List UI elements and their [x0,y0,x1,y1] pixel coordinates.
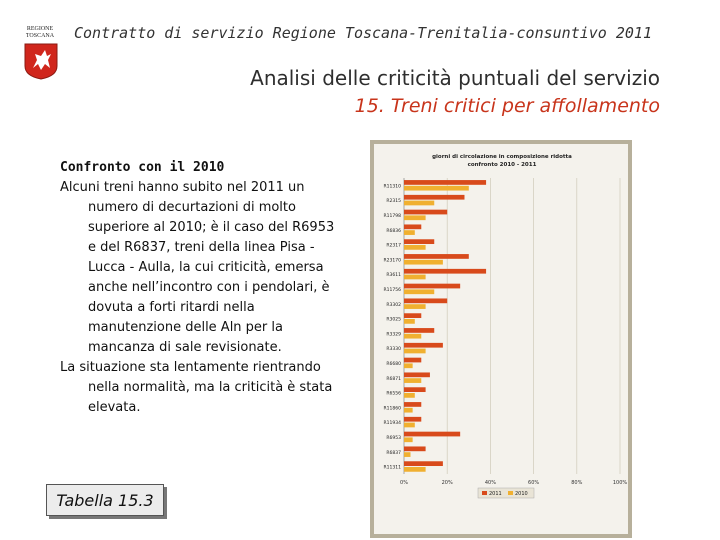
x-tick-label: 80% [571,480,583,486]
y-category-label: R3611 [386,273,401,279]
bar-2010 [404,363,413,368]
bar-2011 [404,224,421,229]
bar-2010 [404,186,469,191]
y-category-label: R2315 [386,199,401,205]
bar-2011 [404,387,426,392]
bar-2011 [404,298,447,303]
pegasus-shield-icon [23,42,59,80]
bar-2011 [404,432,460,437]
bar-2010 [404,393,415,398]
bar-2010 [404,349,426,354]
bar-2011 [404,269,486,274]
bar-chart [374,144,628,534]
bar-2011 [404,328,434,333]
y-category-label: R6556 [386,391,401,397]
bar-2010 [404,230,415,235]
chart-area [374,144,628,534]
y-category-label: R3330 [386,347,401,353]
content-paragraph-2: La situazione sta lentamente rientrando nella normalità, ma la criticità è stata elevata. [60,360,333,415]
y-category-label: R6836 [386,228,401,234]
bar-2010 [404,289,434,294]
bar-2010 [404,408,413,413]
chart-frame [370,140,632,538]
bar-2010 [404,275,426,280]
bar-2011 [404,180,486,185]
y-category-label: R11311 [383,465,401,471]
bar-2011 [404,461,443,466]
y-category-label: R3025 [386,317,401,323]
bar-2011 [404,210,447,215]
bar-2010 [404,260,443,265]
bar-2011 [404,446,426,451]
y-category-label: R11310 [383,184,401,190]
content-heading: Confronto con il 2010 [60,160,225,175]
bar-2010 [404,215,426,220]
bar-2010 [404,452,410,457]
bar-2011 [404,372,430,377]
bar-2011 [404,239,434,244]
x-tick-label: 100% [612,480,628,486]
y-category-label: R3302 [386,302,401,308]
chart-title-line-2: confronto 2010 - 2011 [467,162,537,168]
bar-2011 [404,195,464,200]
y-category-label: R11860 [383,406,401,412]
bar-2011 [404,313,421,318]
bar-2010 [404,334,421,339]
content-paragraph-1: Alcuni treni hanno subito nel 2011 un numero di decurtazioni di molto superiore al 2010; è il caso del R6953 e del R6837, treni della linea Pisa - Lucca - Aulla, la cui criticità, emersa anche nell’incontro con i pendolari, è dovuta a forti ritardi nella manutenzione delle Aln per la mancanza di sale revisionate. [60,180,335,355]
header-title: Contratto di servizio Regione Toscana-Trenitalia-consuntivo 2011 [74,24,652,42]
bar-2011 [404,402,421,407]
bar-2011 [404,343,443,348]
legend-label: 2010 [515,491,528,497]
x-tick-label: 60% [528,480,540,486]
y-category-label: R23170 [383,258,401,264]
logo-text: REGIONE TOSCANA [25,26,55,39]
bar-2011 [404,284,460,289]
bar-2010 [404,245,426,250]
bar-2010 [404,437,413,442]
bar-2010 [404,423,415,428]
x-tick-label: 0% [400,480,408,486]
bar-2011 [404,254,469,259]
y-category-label: R2317 [386,243,401,249]
regione-toscana-logo [10,12,60,72]
bar-2011 [404,358,421,363]
legend-swatch [482,491,487,495]
bar-2010 [404,378,421,383]
y-category-label: R11934 [383,421,401,427]
body-text [60,158,340,418]
legend-label: 2011 [489,491,502,497]
bar-2010 [404,319,415,324]
y-category-label: R6871 [386,376,401,382]
y-category-label: R6680 [386,362,401,367]
y-category-label: R3329 [386,332,401,338]
x-tick-label: 20% [441,480,453,486]
y-category-label: R11798 [383,214,401,219]
y-category-label: R6953 [386,436,401,441]
slide-title: Analisi delle criticità puntuali del servizio [250,66,660,90]
x-tick-label: 40% [484,480,496,486]
slide-subtitle: 15. Treni critici per affollamento [354,95,660,117]
y-category-label: R11756 [383,288,401,293]
bar-2010 [404,467,426,472]
legend-swatch [508,491,513,495]
bar-2010 [404,304,426,309]
y-category-label: R6837 [386,450,401,456]
chart-title: giorni di circolazione in composizione ridotta [432,154,572,160]
tabella-label-box: Tabella 15.3 [46,484,164,516]
bar-2011 [404,417,421,422]
bar-2010 [404,201,434,206]
